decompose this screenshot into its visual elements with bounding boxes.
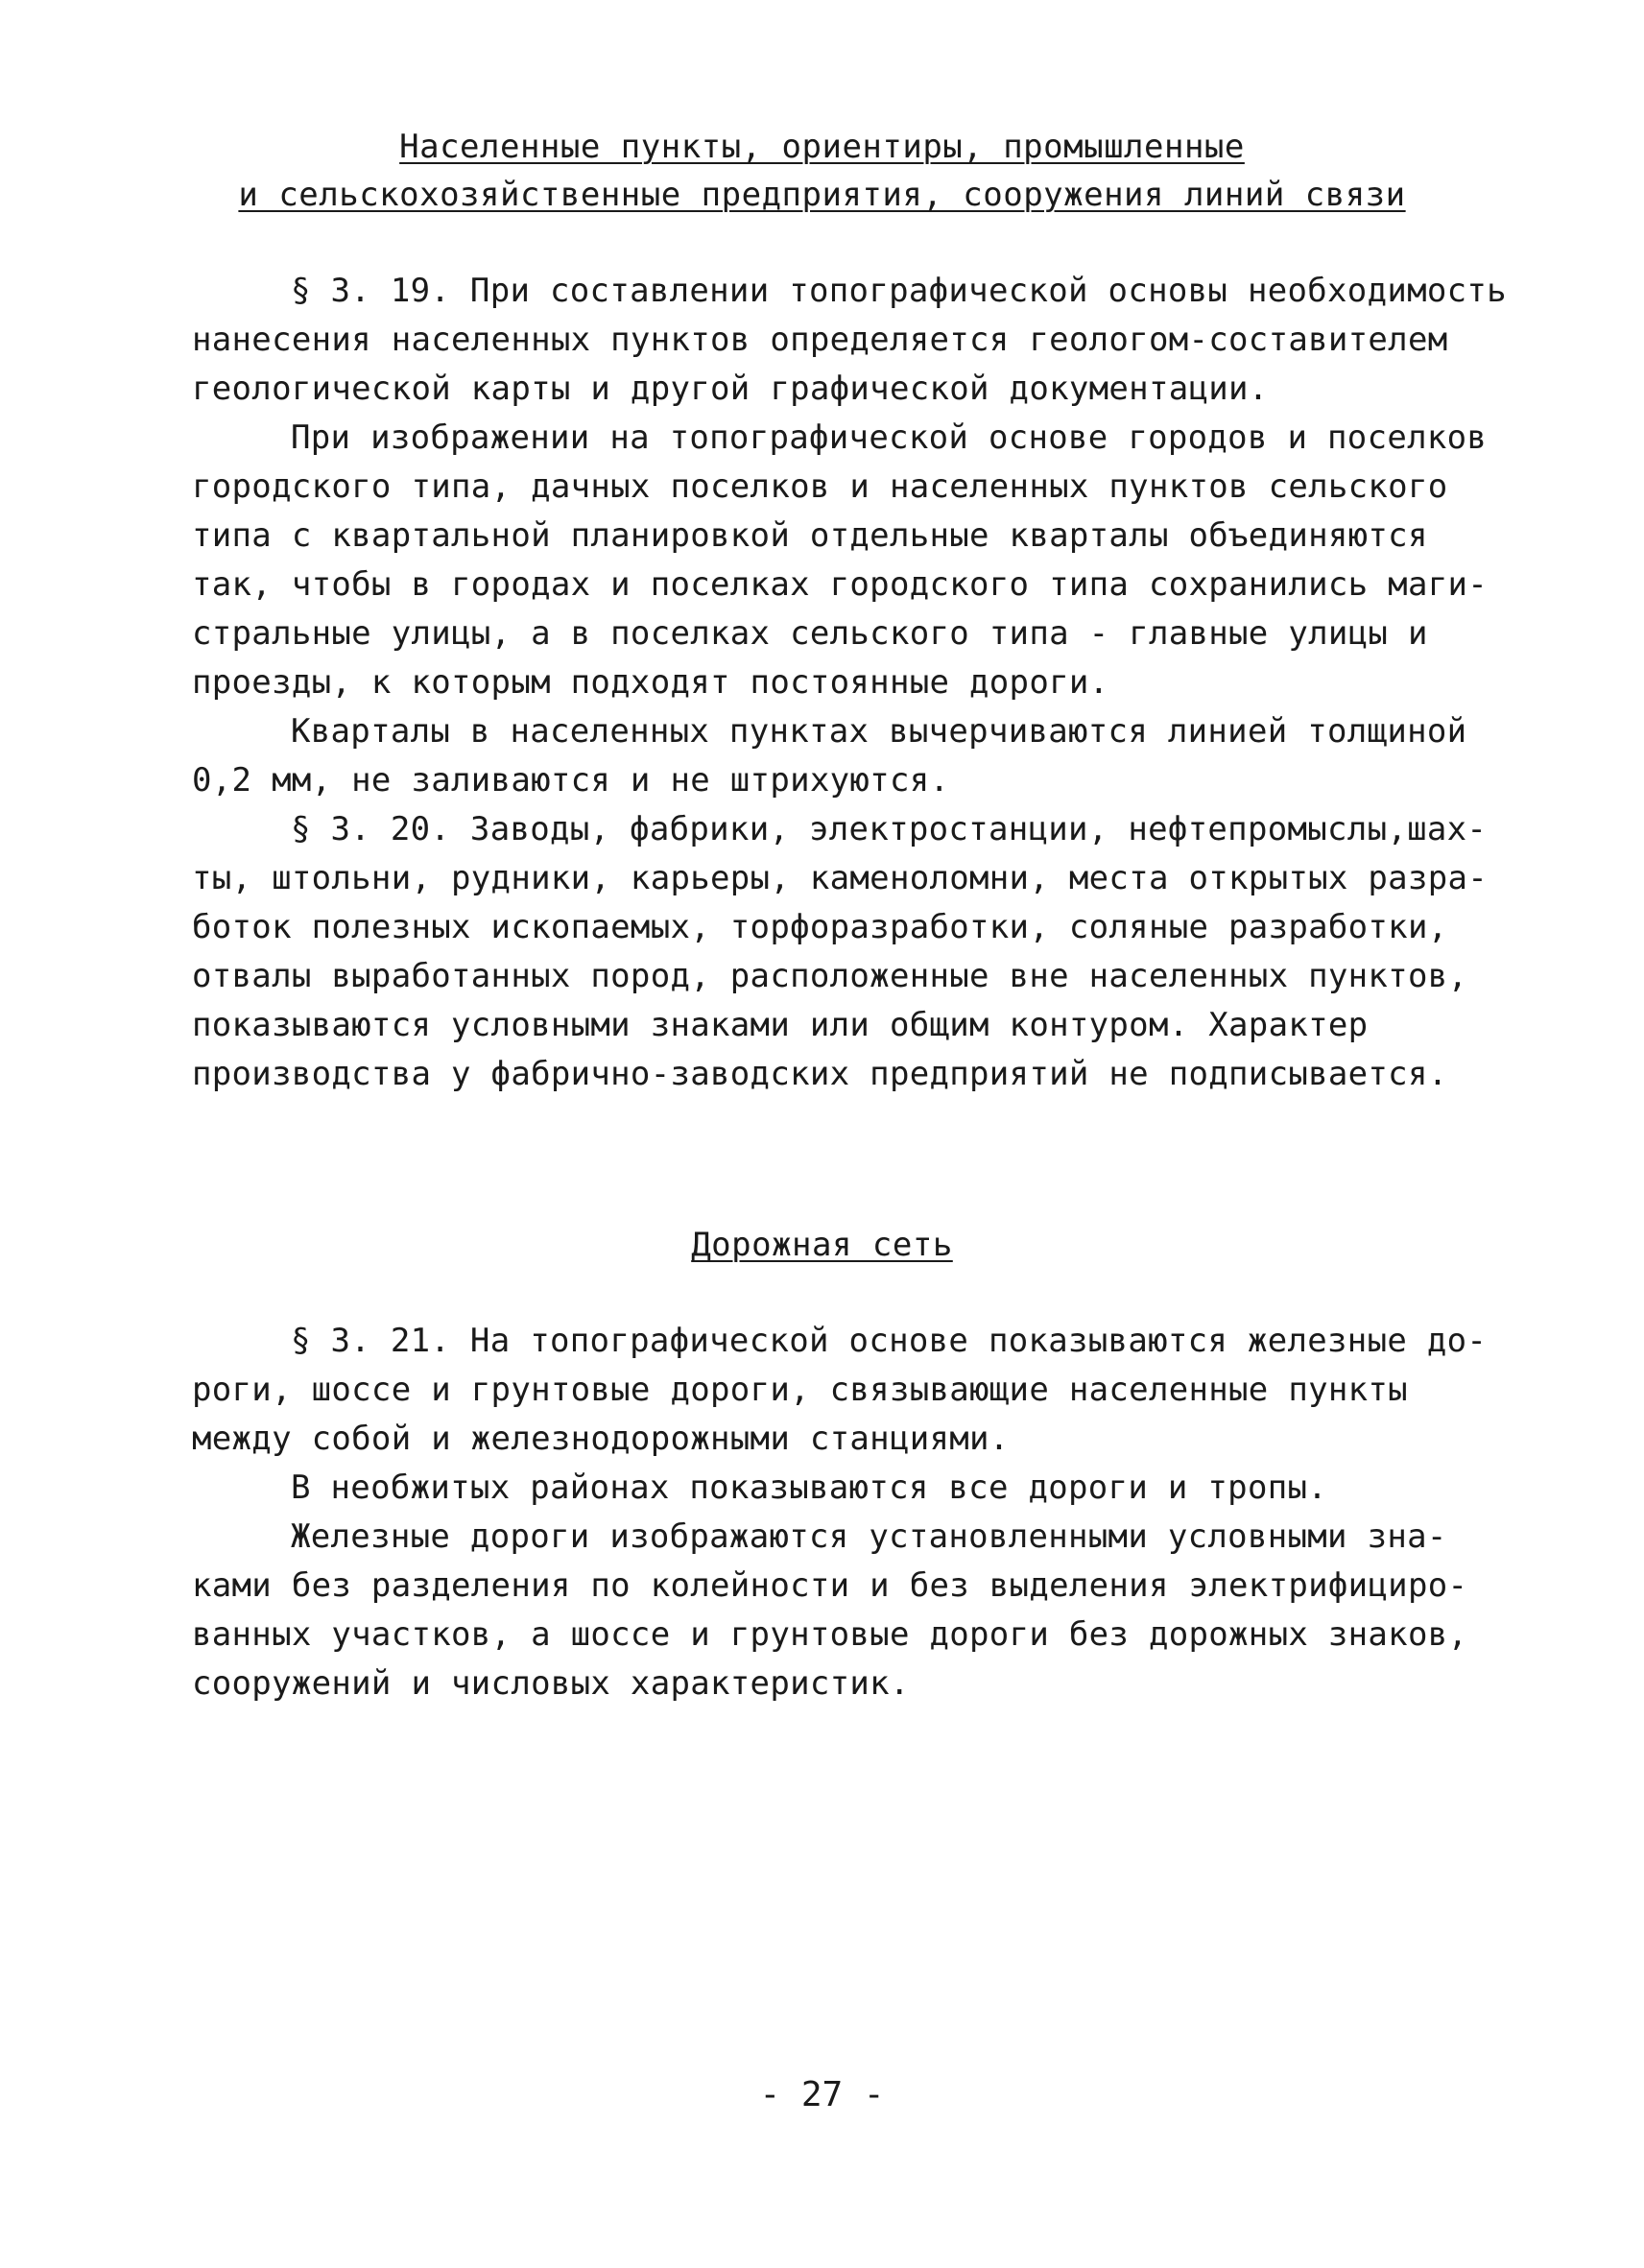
- paragraph-line: В необжитых районах показываются все дороги и тропы.: [291, 1468, 1328, 1507]
- paragraph-3-20-line: § 3. 20. Заводы, фабрики, электростанции, нефтепромыслы,шах-: [291, 810, 1488, 848]
- paragraph-line: отвалы выработанных пород, расположенные вне населенных пунктов,: [192, 957, 1468, 995]
- paragraph-line: роги, шоссе и грунтовые дороги, связывающие населенные пункты: [192, 1371, 1408, 1409]
- section-heading-line-1: Населенные пункты, ориентиры, промышленные: [399, 128, 1245, 166]
- paragraph-3-19-line: § 3. 19. При составлении топографической основы необходимость: [291, 272, 1507, 310]
- paragraph-line: показываются условными знаками или общим контуром. Характер: [192, 1006, 1369, 1044]
- paragraph-line: 0,2 мм, не заливаются и не штрихуются.: [192, 761, 950, 800]
- paragraph-line: городского типа, дачных поселков и населенных пунктов сельского: [192, 467, 1448, 506]
- section-heading-road-network: Дорожная сеть: [691, 1226, 953, 1264]
- paragraph-line: так, чтобы в городах и поселках городского типа сохранились маги-: [192, 565, 1489, 604]
- paragraph-line: ками без разделения по колейности и без выделения электрифициро-: [192, 1566, 1468, 1605]
- paragraph-line: боток полезных ископаемых, торфоразработки, соляные разработки,: [192, 908, 1448, 946]
- paragraph-line: типа с квартальной планировкой отдельные кварталы объединяются: [192, 516, 1428, 555]
- paragraph-line: производства у фабрично-заводских предприятий не подписывается.: [192, 1055, 1448, 1093]
- paragraph-line: проезды, к которым подходят постоянные дороги.: [192, 663, 1109, 702]
- paragraph-line: нанесения населенных пунктов определяется геологом-составителем: [192, 321, 1448, 359]
- paragraph-line: стральные улицы, а в поселках сельского типа - главные улицы и: [192, 614, 1428, 653]
- paragraph-line: геологической карты и другой графической документации.: [192, 370, 1269, 408]
- paragraph-line: сооружений и числовых характеристик.: [192, 1664, 910, 1703]
- paragraph-line: ванных участков, а шоссе и грунтовые дороги без дорожных знаков,: [192, 1615, 1468, 1654]
- section-heading-line-2: и сельскохозяйственные предприятия, сооружения линий связи: [238, 176, 1406, 214]
- paragraph-line: При изображении на топографической основе городов и поселков: [291, 418, 1488, 457]
- paragraph-line: ты, штольни, рудники, карьеры, каменоломни, места открытых разра-: [192, 859, 1489, 897]
- paragraph-3-21-line: § 3. 21. На топографической основе показываются железные до-: [291, 1322, 1488, 1360]
- page-number: - 27 -: [759, 2075, 885, 2114]
- paragraph-line: Кварталы в населенных пунктах вычерчиваются линией толщиной: [291, 712, 1467, 751]
- paragraph-line: Железные дороги изображаются установленными условными зна-: [291, 1517, 1447, 1556]
- paragraph-line: между собой и железнодорожными станциями.: [192, 1420, 1010, 1458]
